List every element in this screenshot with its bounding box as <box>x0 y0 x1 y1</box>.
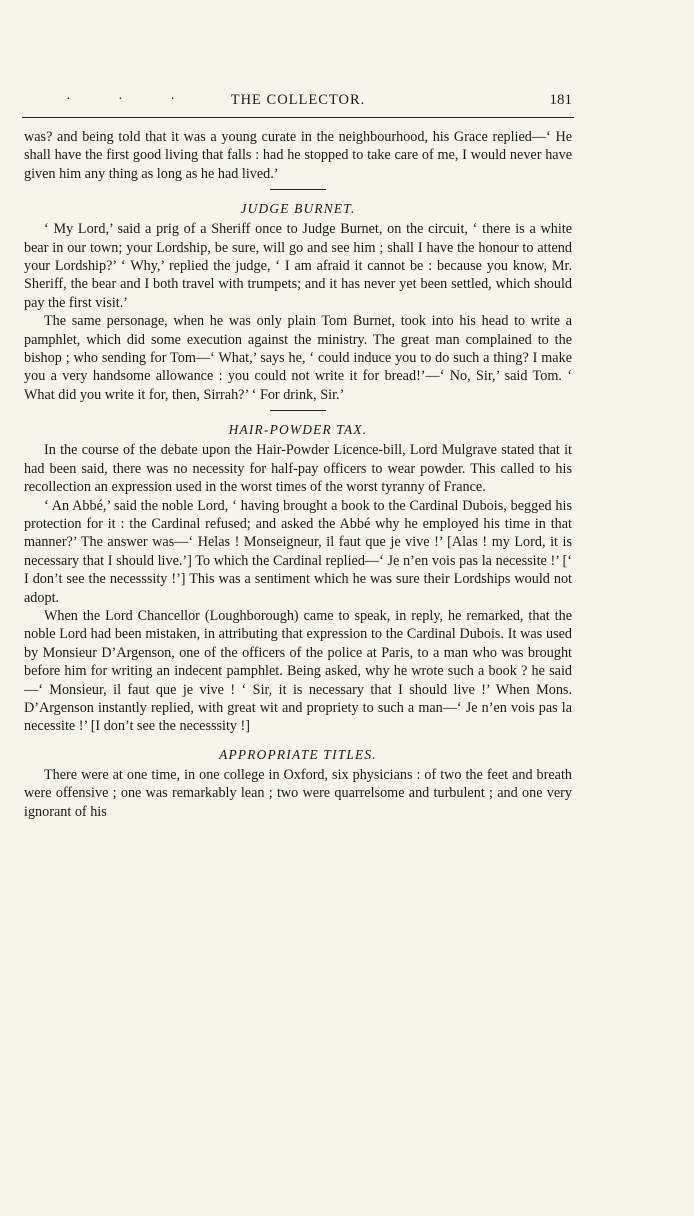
judge-burnet-paragraph-2: The same personage, when he was only plain Tom Burnet, took into his head to write a pamphlet, which did some execution against the ministry. The great man complained to the bishop ; who sending for Tom—‘ What,’ says he, ‘ could induce you to do such a thing? I make you a very handsome allowance : you could not write it for bread!’—‘ No, Sir,’ said Tom. ‘ What did you write it for, then, Sirrah?’ ‘ For drink, Sir.’ <box>24 313 572 403</box>
header-rule <box>22 117 574 118</box>
judge-burnet-paragraph-1: ‘ My Lord,’ said a prig of a Sheriff once to Judge Burnet, on the circuit, ‘ there is a white bear in our town; your Lordship, be sure, will go and see him ; shall I have the honour to attend your Lordship?’ ‘ Why,’ replied the judge, ‘ I am afraid it cannot be : because you know, Mr. Sheriff, the bear and I both travel with trumpets; and it has never yet been settled, which should pay the first visit.’ <box>24 221 572 311</box>
hair-powder-paragraph-3: When the Lord Chancellor (Loughborough) came to speak, in reply, he remarked, that the noble Lord had been mistaken, in attributing that expression to the Cardinal Dubois. It was used by Monsieur D’Argenson, one of the officers of the police at Paris, to a man who was brought before him for writing an indecent pamphlet. Being asked, why he wrote such a book ? he said—‘ Monsieur, il faut que je vive ! ‘ Sir, it is necessary that I should live !’ When Mons. D’Argenson instantly replied, with great wit and propriety to such a man—‘ Je n’en vois pas la necessite !’ [I don’t see the necesssity !] <box>24 607 572 735</box>
header-ornament: · · · <box>66 92 197 107</box>
page-body <box>24 128 572 821</box>
hair-powder-paragraph-1: In the course of the debate upon the Hair-Powder Licence-bill, Lord Mulgrave stated that it had been said, there was no necessity for half-pay officers to wear powder. This called to his recollection an expression used in the worst times of the worst tyranny of France. <box>24 442 572 496</box>
page-number: 181 <box>549 92 572 108</box>
heading-hair-powder-tax: HAIR-POWDER TAX. <box>228 422 368 438</box>
appropriate-titles-paragraph-1: There were at one time, in one college in Oxford, six physicians : of two the feet and breath were offensive ; one was remarkably lean ; two were quarrelsome and turbulent ; and one very ignorant of his <box>24 766 572 820</box>
running-title: THE COLLECTOR. <box>230 92 366 108</box>
section-divider <box>270 189 326 190</box>
hair-powder-paragraph-2: ‘ An Abbé,’ said the noble Lord, ‘ having brought a book to the Cardinal Dubois, begged his protection for it : the Cardinal refused; and asked the Abbé why he employed his time in that manner?’ The answer was—‘ Helas ! Monseigneur, il faut que je vive !’ [Alas ! my Lord, it is necessary that I should live.’] To which the Cardinal replied—‘ Je n’en vois pas la necessite !’ [‘ I don’t see the necesssity !’] This was a sentiment which he was sure their Lordships would not adopt. <box>24 497 572 606</box>
heading-appropriate-titles: APPROPRIATE TITLES. <box>219 746 377 762</box>
running-header <box>24 92 572 114</box>
section-divider <box>270 410 326 411</box>
heading-judge-burnet: JUDGE BURNET. <box>240 201 356 217</box>
intro-paragraph: was? and being told that it was a young curate in the neighbourhood, his Grace replied—‘ He shall have the first good living that falls : had he stopped to take care of me, I would never have given him any thing as long as he had lived.’ <box>24 129 572 182</box>
